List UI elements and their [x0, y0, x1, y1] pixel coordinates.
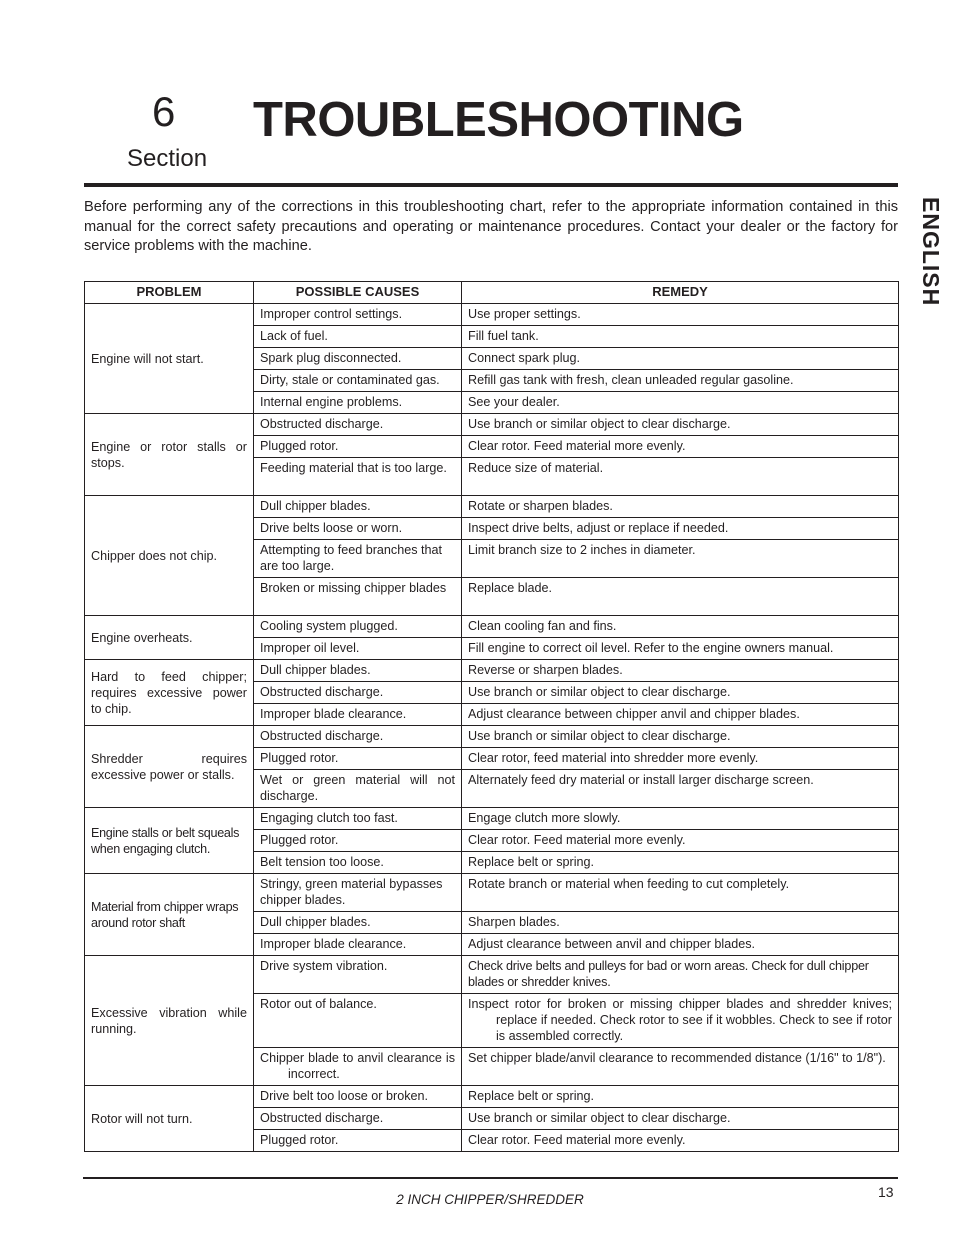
- cause-cell: Obstructed discharge.: [254, 682, 462, 704]
- top-rule: [84, 183, 898, 187]
- problem-cell: Hard to feed chipper; requires excessive power to chip.: [85, 660, 254, 726]
- cause-cell: Drive system vibration.: [254, 956, 462, 994]
- table-row: [85, 808, 899, 830]
- cause-cell: Dull chipper blades.: [254, 496, 462, 518]
- cause-cell: Plugged rotor.: [254, 830, 462, 852]
- section-number: 6: [152, 88, 176, 135]
- table-row: [85, 726, 899, 748]
- table-header-row: [85, 282, 899, 304]
- remedy-cell: Use branch or similar object to clear discharge.: [462, 726, 899, 748]
- remedy-cell: Fill fuel tank.: [462, 326, 899, 348]
- cause-cell: Obstructed discharge.: [254, 414, 462, 436]
- cause-cell: Feeding material that is too large.: [254, 458, 462, 496]
- remedy-cell: Alternately feed dry material or install larger discharge screen.: [462, 770, 899, 808]
- cause-cell: Dull chipper blades.: [254, 660, 462, 682]
- remedy-cell: Clear rotor, feed material into shredder more evenly.: [462, 748, 899, 770]
- remedy-cell: Use branch or similar object to clear discharge.: [462, 1108, 899, 1130]
- remedy-cell: Inspect rotor for broken or missing chipper blades and shredder knives; replace if needed. Check rotor to see if it wobbles. Check to see if rotor is assembled correctly.: [462, 994, 899, 1048]
- remedy-cell: Adjust clearance between anvil and chipper blades.: [462, 934, 899, 956]
- cause-cell: Plugged rotor.: [254, 436, 462, 458]
- cause-cell: Improper blade clearance.: [254, 934, 462, 956]
- remedy-cell: Clear rotor. Feed material more evenly.: [462, 830, 899, 852]
- cause-cell: Lack of fuel.: [254, 326, 462, 348]
- cause-cell: Dull chipper blades.: [254, 912, 462, 934]
- problem-cell: Material from chipper wraps around rotor shaft: [85, 874, 254, 956]
- cause-cell: Cooling system plugged.: [254, 616, 462, 638]
- problem-cell: Rotor will not turn.: [85, 1086, 254, 1152]
- cause-cell: Improper oil level.: [254, 638, 462, 660]
- remedy-cell: Fill engine to correct oil level. Refer to the engine owners manual.: [462, 638, 899, 660]
- table-row: [85, 1086, 899, 1108]
- cause-cell: Plugged rotor.: [254, 748, 462, 770]
- language-tab: ENGLISH: [918, 197, 944, 307]
- remedy-cell: Set chipper blade/anvil clearance to recommended distance (1/16" to 1/8").: [462, 1048, 899, 1086]
- remedy-cell: Check drive belts and pulleys for bad or worn areas. Check for dull chipper blades or shredder knives.: [462, 956, 899, 994]
- table-row: [85, 660, 899, 682]
- remedy-cell: Sharpen blades.: [462, 912, 899, 934]
- cause-cell: Drive belts loose or worn.: [254, 518, 462, 540]
- remedy-cell: Refill gas tank with fresh, clean unleaded regular gasoline.: [462, 370, 899, 392]
- header-remedy: REMEDY: [462, 282, 899, 304]
- intro-paragraph: Before performing any of the corrections in this troubleshooting chart, refer to the appropriate information contained in this manual for the correct safety precautions and operating or maintenance procedures. Contact your dealer or the factory for service problems with the machine.: [84, 199, 898, 254]
- remedy-cell: See your dealer.: [462, 392, 899, 414]
- cause-cell: Drive belt too loose or broken.: [254, 1086, 462, 1108]
- problem-cell: Shredder requires excessive power or stalls.: [85, 726, 254, 808]
- cause-cell: Dirty, stale or contaminated gas.: [254, 370, 462, 392]
- remedy-cell: Reduce size of material.: [462, 458, 899, 496]
- cause-cell: Attempting to feed branches that are too large.: [254, 540, 462, 578]
- cause-cell: Chipper blade to anvil clearance is incorrect.: [254, 1048, 462, 1086]
- remedy-cell: Clean cooling fan and fins.: [462, 616, 899, 638]
- footer-title: 2 INCH CHIPPER/SHREDDER: [396, 1192, 584, 1207]
- cause-cell: Engaging clutch too fast.: [254, 808, 462, 830]
- remedy-cell: Use branch or similar object to clear discharge.: [462, 414, 899, 436]
- table-row: [85, 956, 899, 994]
- remedy-cell: Reverse or sharpen blades.: [462, 660, 899, 682]
- remedy-cell: Use branch or similar object to clear discharge.: [462, 682, 899, 704]
- problem-cell: Engine overheats.: [85, 616, 254, 660]
- table-row: [85, 304, 899, 326]
- cause-cell: Improper blade clearance.: [254, 704, 462, 726]
- table-row: [85, 874, 899, 912]
- cause-cell: Internal engine problems.: [254, 392, 462, 414]
- cause-cell: Plugged rotor.: [254, 1130, 462, 1152]
- remedy-cell: Use proper settings.: [462, 304, 899, 326]
- cause-cell: Belt tension too loose.: [254, 852, 462, 874]
- problem-cell: Engine stalls or belt squeals when engaging clutch.: [85, 808, 254, 874]
- cause-cell: Rotor out of balance.: [254, 994, 462, 1048]
- section-label: Section: [127, 145, 208, 172]
- remedy-cell: Adjust clearance between chipper anvil and chipper blades.: [462, 704, 899, 726]
- page-number: 13: [878, 1184, 894, 1200]
- remedy-cell: Engage clutch more slowly.: [462, 808, 899, 830]
- troubleshooting-table: [84, 281, 899, 1152]
- remedy-cell: Limit branch size to 2 inches in diameter.: [462, 540, 899, 578]
- cause-cell: Obstructed discharge.: [254, 1108, 462, 1130]
- bottom-rule: [83, 1177, 898, 1179]
- table-row: [85, 496, 899, 518]
- remedy-cell: Clear rotor. Feed material more evenly.: [462, 436, 899, 458]
- problem-cell: Engine will not start.: [85, 304, 254, 414]
- remedy-cell: Rotate or sharpen blades.: [462, 496, 899, 518]
- cause-cell: Stringy, green material bypasses chipper blades.: [254, 874, 462, 912]
- cause-cell: Improper control settings.: [254, 304, 462, 326]
- cause-cell: Spark plug disconnected.: [254, 348, 462, 370]
- table-row: [85, 616, 899, 638]
- cause-cell: Obstructed discharge.: [254, 726, 462, 748]
- remedy-cell: Replace blade.: [462, 578, 899, 616]
- table-row: [85, 414, 899, 436]
- page-title: TROUBLESHOOTING: [253, 93, 744, 147]
- problem-cell: Engine or rotor stalls or stops.: [85, 414, 254, 496]
- remedy-cell: Rotate branch or material when feeding to cut completely.: [462, 874, 899, 912]
- remedy-cell: Replace belt or spring.: [462, 1086, 899, 1108]
- problem-cell: Excessive vibration while running.: [85, 956, 254, 1086]
- problem-cell: Chipper does not chip.: [85, 496, 254, 616]
- cause-cell: Wet or green material will not discharge.: [254, 770, 462, 808]
- remedy-cell: Connect spark plug.: [462, 348, 899, 370]
- header-problem: PROBLEM: [85, 282, 254, 304]
- remedy-cell: Replace belt or spring.: [462, 852, 899, 874]
- remedy-cell: Clear rotor. Feed material more evenly.: [462, 1130, 899, 1152]
- remedy-cell: Inspect drive belts, adjust or replace if needed.: [462, 518, 899, 540]
- cause-cell: Broken or missing chipper blades: [254, 578, 462, 616]
- header-possible-causes: POSSIBLE CAUSES: [254, 282, 462, 304]
